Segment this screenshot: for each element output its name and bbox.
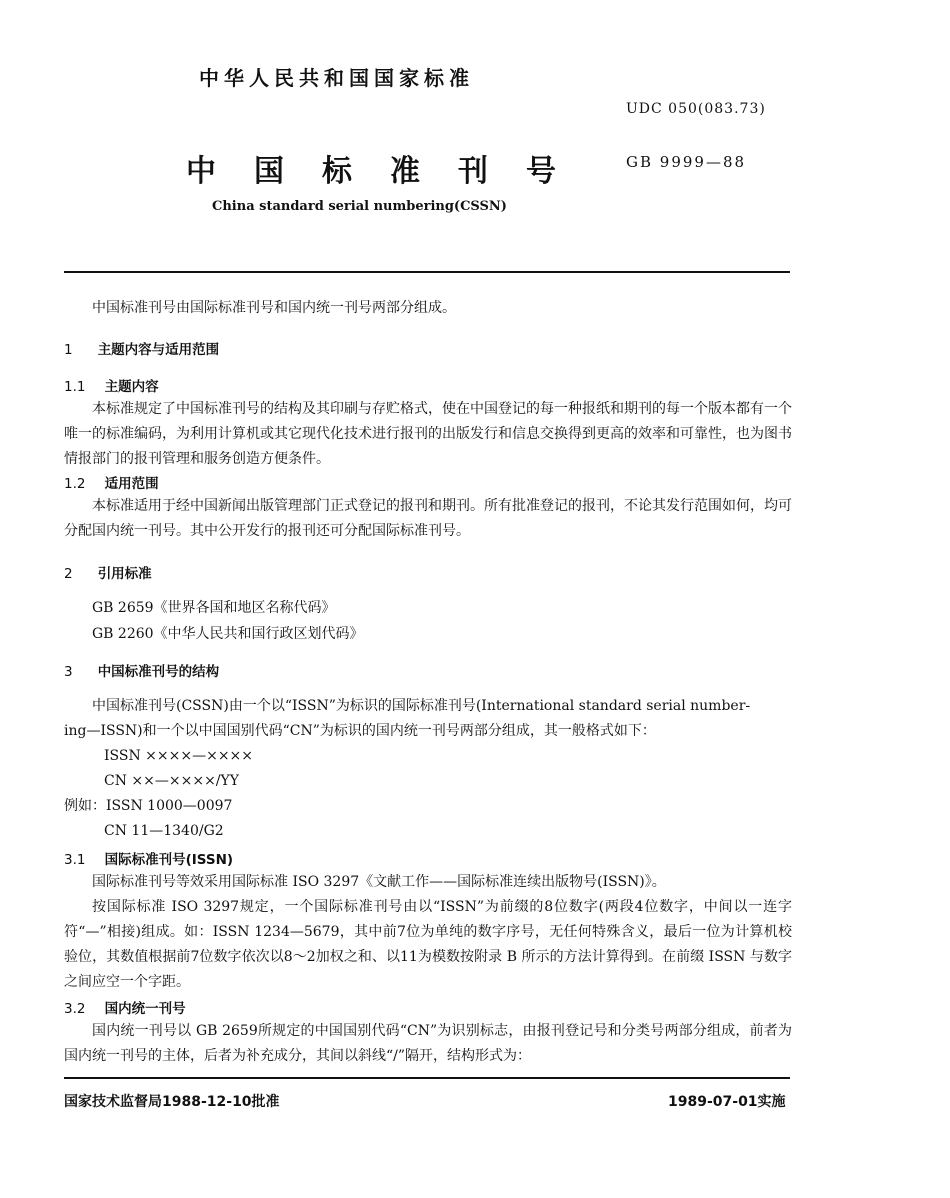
english-title: China standard serial numbering(CSSN) [212, 199, 507, 214]
section-title: 主题内容 [104, 379, 159, 395]
document-title: 中国标准刊号 [186, 154, 594, 189]
section-3-1-heading [64, 848, 233, 868]
format-cn: CN ××—××××/YY [104, 773, 239, 789]
section-1-1-text: 本标准规定了中国标准刊号的结构及其印刷与存贮格式，使在中国登记的每一种报纸和期刊的每一个版本都有一个唯一的标准编码，为利用计算机或其它现代化技术进行报刊的出版发行和信息交换得到更高的效率和可靠性，也为图书情报部门的报刊管理和服务创造方便条件。 [64, 401, 792, 467]
intro-text: 中国标准刊号由国际标准刊号和国内统一刊号两部分组成。 [92, 300, 456, 316]
section-3-text-line: 中国标准刊号(CSSN)由一个以“ISSN”为标识的国际标准刊号(International standard serial number- [92, 698, 751, 714]
section-title: 中国标准刊号的结构 [97, 664, 220, 680]
section-title: 适用范围 [104, 476, 159, 492]
section-1-2-text: 本标准适用于经中国新闻出版管理部门正式登记的报刊和期刊。所有批准登记的报刊，不论其发行范围如何，均可分配国内统一刊号。其中公开发行的报刊还可分配国际标准刊号。 [64, 498, 792, 539]
section-3-text-line: ing—ISSN)和一个以中国国别代码“CN”为标识的国内统一刊号两部分组成，其一般格式如下： [64, 723, 656, 739]
section-3-2-heading [64, 997, 186, 1017]
section-1-1-heading [64, 375, 159, 395]
format-issn: ISSN ××××—×××× [104, 748, 254, 764]
example-issn: 例如：ISSN 1000—0097 [64, 798, 233, 814]
section-3-1-paragraph: 国际标准刊号等效采用国际标准 ISO 3297《文献工作——国际标准连续出版物号(ISSN)》。 [92, 874, 666, 890]
section-number: 1.1 [64, 379, 86, 395]
section-title: 主题内容与适用范围 [97, 342, 220, 358]
section-title: 国际标准刊号(ISSN) [104, 852, 234, 868]
standard-number: GB 9999—88 [626, 153, 747, 171]
top-rule [64, 271, 790, 273]
section-number: 1.2 [64, 476, 86, 492]
example-cn: CN 11—1340/G2 [104, 823, 224, 839]
section-number: 3.2 [64, 1001, 86, 1017]
section-number: 2 [64, 566, 73, 582]
issuing-authority: 中华人民共和国国家标准 [199, 66, 474, 90]
section-title: 国内统一刊号 [104, 1001, 186, 1017]
section-number: 1 [64, 342, 73, 358]
section-number: 3 [64, 664, 73, 680]
section-title: 引用标准 [97, 566, 152, 582]
section-3-heading [64, 660, 219, 680]
reference-item: GB 2260《中华人民共和国行政区划代码》 [92, 626, 364, 642]
section-3-2-paragraph: 国内统一刊号以 GB 2659所规定的中国国别代码“CN”为识别标志，由报刊登记号和分类号两部分组成，前者为国内统一刊号的主体，后者为补充成分，其间以斜线“/”隔开，结构形式为： [64, 1023, 792, 1064]
section-1-2-heading [64, 472, 159, 492]
section-2-heading [64, 562, 152, 582]
effective-date: 1989-07-01实施 [668, 1094, 786, 1110]
bottom-rule [64, 1077, 790, 1079]
reference-item: GB 2659《世界各国和地区名称代码》 [92, 600, 336, 616]
approval-date: 国家技术监督局1988-12-10批准 [64, 1094, 280, 1110]
section-3-1-paragraph: 按国际标准 ISO 3297规定，一个国际标准刊号由以“ISSN”为前缀的8位数字(两段4位数字，中间以一连字符“—”相接)组成。如：ISSN 1234—5679，其中前7位为单纯的数字序号，无任何特殊含义，最后一位为计算机校验位，其数值根据前7位数字依次以8～2加权之和、以11为模数按附录 B 所示的方法计算得到。在前缀 ISSN 与数字之间应空一个字距。 [64, 899, 792, 990]
section-1-heading [64, 338, 219, 358]
udc-code: UDC 050(083.73) [626, 101, 766, 117]
section-number: 3.1 [64, 852, 86, 868]
